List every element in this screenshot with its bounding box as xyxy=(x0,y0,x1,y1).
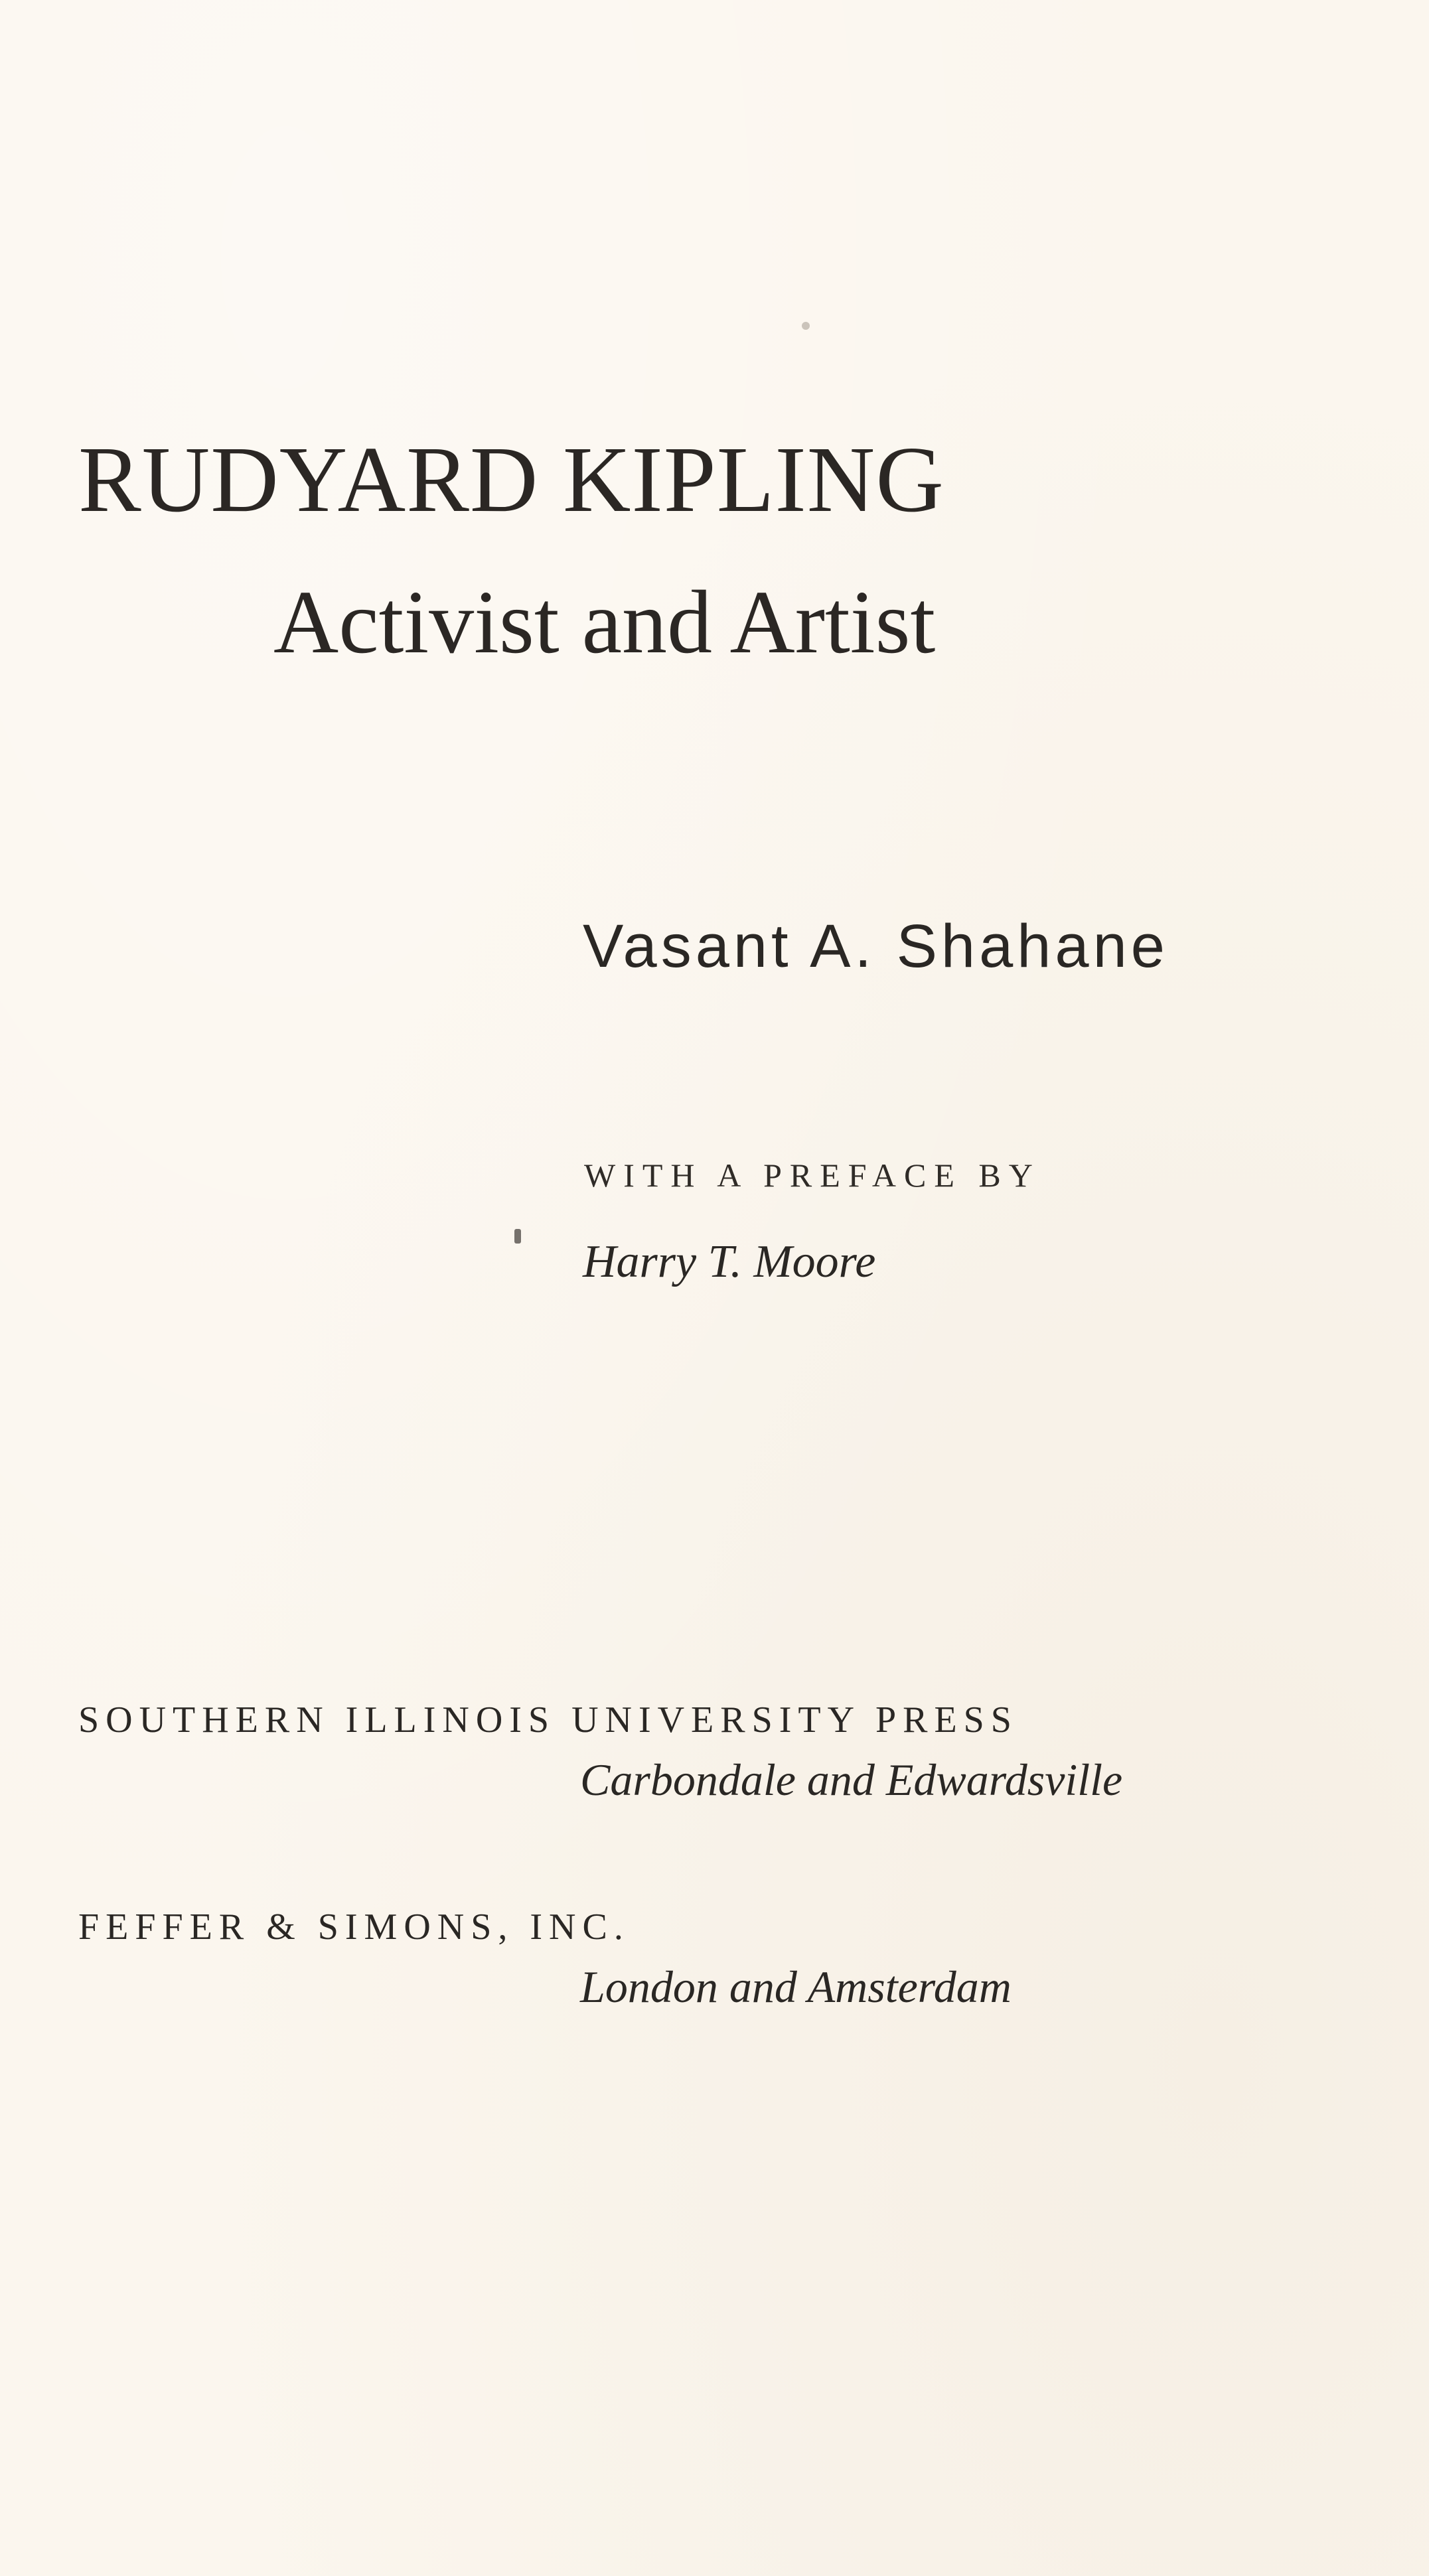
ink-speck xyxy=(514,1229,521,1244)
paper-speck xyxy=(802,322,810,330)
publisher-name-secondary: FEFFER & SIMONS, INC. xyxy=(78,1906,630,1948)
publisher-place-primary: Carbondale and Edwardsville xyxy=(580,1754,1123,1805)
publisher-place-secondary: London and Amsterdam xyxy=(580,1962,1012,2012)
preface-author-name: Harry T. Moore xyxy=(583,1236,876,1287)
book-title: RUDYARD KIPLING xyxy=(78,427,944,532)
book-subtitle: Activist and Artist xyxy=(273,573,936,672)
author-name: Vasant A. Shahane xyxy=(583,912,1169,980)
publisher-name-primary: SOUTHERN ILLINOIS UNIVERSITY PRESS xyxy=(78,1699,1018,1741)
preface-label: WITH A PREFACE BY xyxy=(584,1157,1041,1194)
